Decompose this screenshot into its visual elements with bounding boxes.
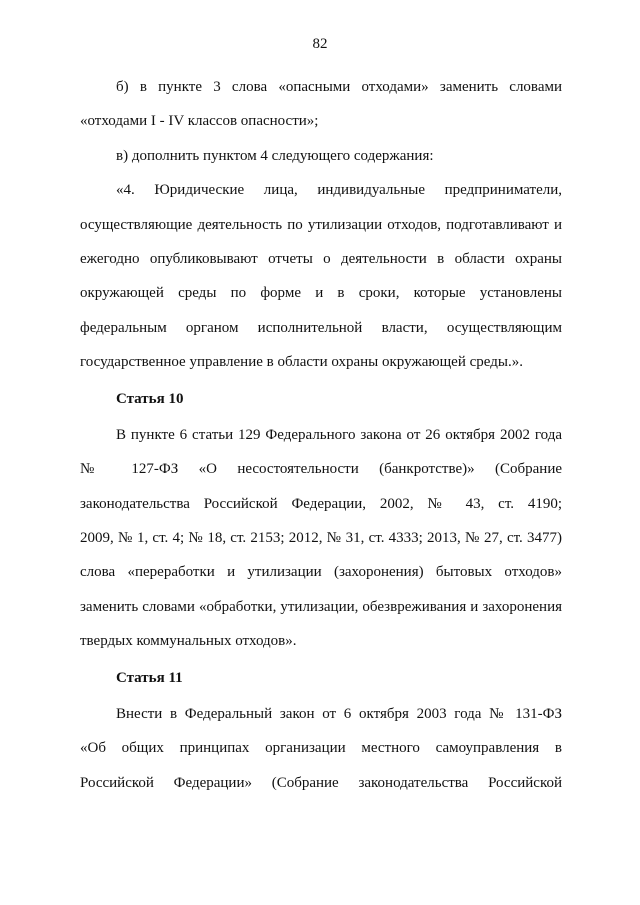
- text-line: В пункте 6 статьи 129 Федерального закона от 26 октября 2002 года: [116, 426, 562, 443]
- text-line: б) в пункте 3 слова «опасными отходами» заменить словами: [116, 79, 562, 95]
- text-line: федеральным органом исполнительной власти, осуществляющим: [80, 319, 562, 336]
- text-line: государственное управление в области охраны окружающей среды.».: [80, 354, 523, 371]
- article-heading-10: Статья 10: [116, 390, 184, 407]
- text-line: окружающей среды по форме и в сроки, которые установлены: [80, 285, 562, 302]
- text-line: твердых коммунальных отходов».: [80, 633, 297, 650]
- text-line: Внести в Федеральный закон от 6 октября 2003 года № 131-ФЗ: [116, 706, 562, 723]
- text-line: в) дополнить пунктом 4 следующего содержания:: [116, 147, 434, 164]
- article-heading-11: Статья 11: [116, 669, 183, 686]
- document-body: [80, 70, 562, 800]
- text-line: 2009, № 1, ст. 4; № 18, ст. 2153; 2012, № 31, ст. 4333; 2013, № 27, ст. 3477): [80, 530, 562, 547]
- text-line: слова «переработки и утилизации (захоронения) бытовых отходов»: [80, 564, 562, 581]
- text-line: № 127-ФЗ «О несостоятельности (банкротстве)» (Собрание: [80, 461, 562, 478]
- page-number: 82: [312, 36, 328, 52]
- text-line: заменить словами «обработки, утилизации, обезвреживания и захоронения: [80, 598, 562, 615]
- text-line: «Об общих принципах организации местного самоуправления в: [80, 740, 562, 757]
- text-line: осуществляющие деятельность по утилизации отходов, подготавливают и: [80, 216, 562, 233]
- text-line: Российской Федерации» (Собрание законодательства Российской: [80, 774, 562, 791]
- text-line: «4. Юридические лица, индивидуальные предприниматели,: [116, 182, 562, 199]
- text-line: «отходами I - IV классов опасности»;: [80, 113, 319, 130]
- text-line: законодательства Российской Федерации, 2002, № 43, ст. 4190;: [80, 495, 562, 512]
- text-line: ежегодно опубликовывают отчеты о деятельности в области охраны: [80, 250, 562, 267]
